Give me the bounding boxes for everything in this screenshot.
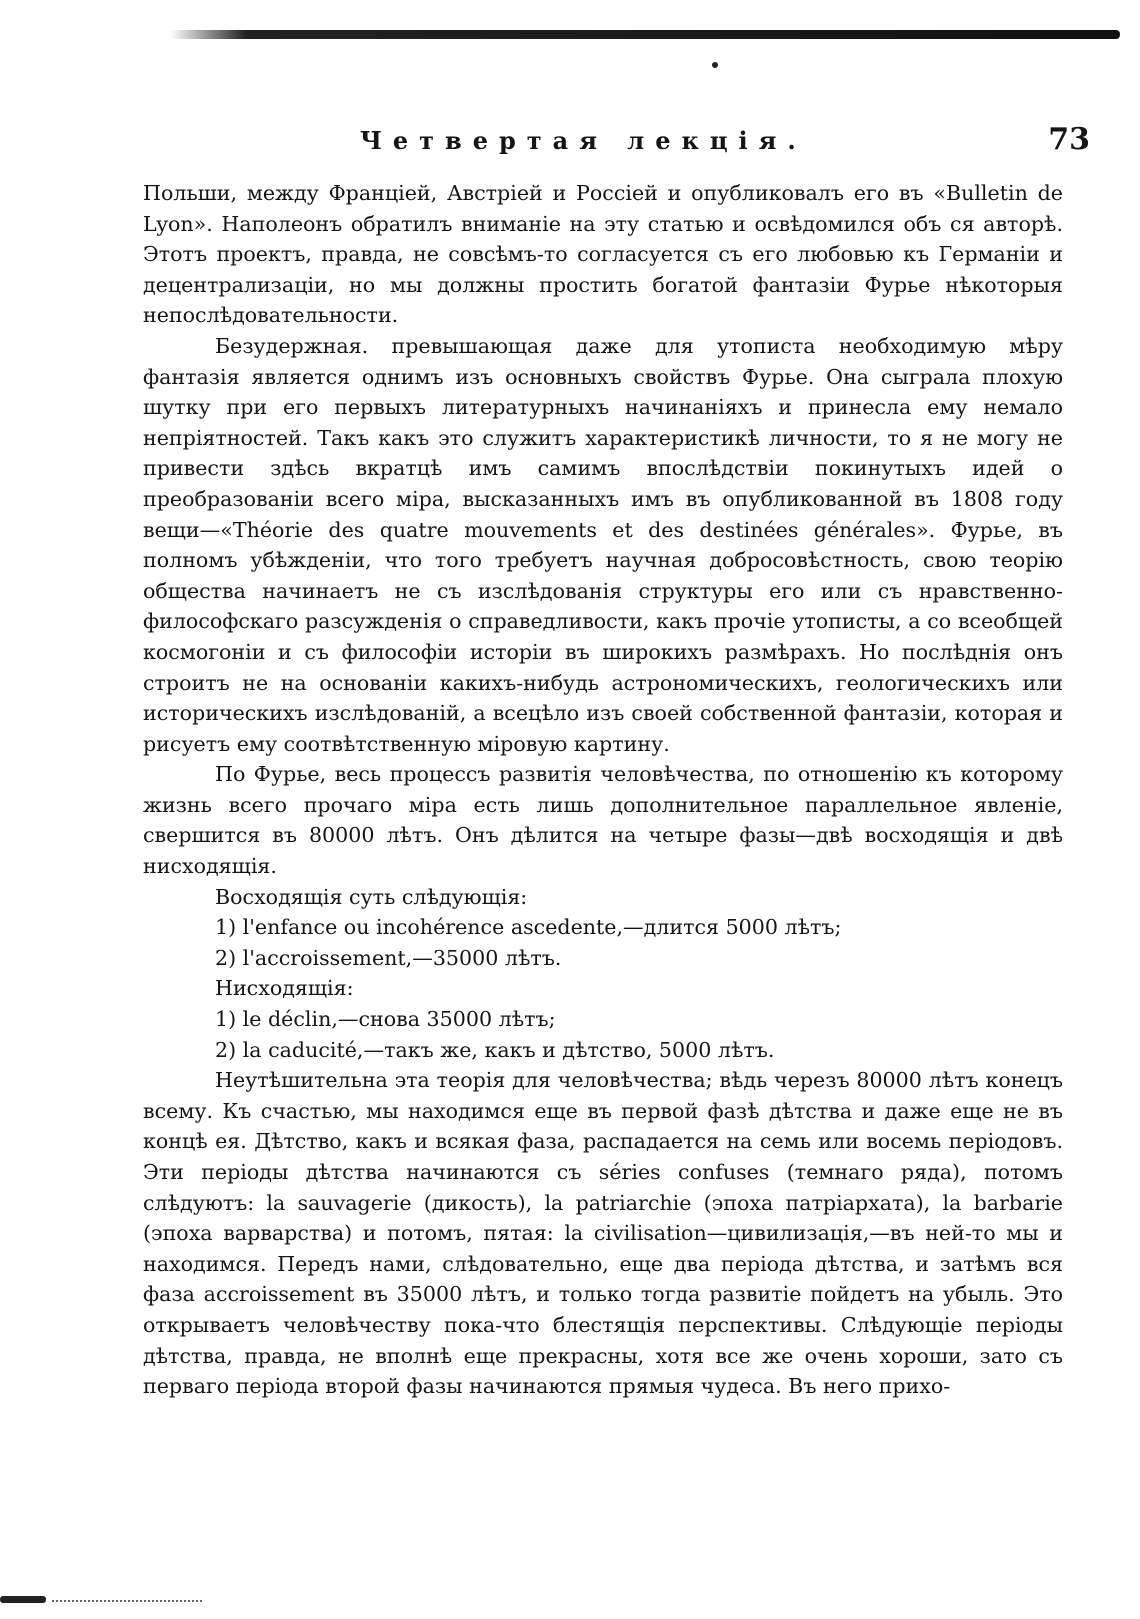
descending-phase-1: 1) le déclin,—снова 35000 лѣтъ;: [215, 1007, 556, 1032]
descending-heading: Нисходящія:: [215, 976, 354, 1001]
ascending-heading: Восходящія суть слѣдующія:: [215, 884, 528, 909]
page-body: [143, 178, 1063, 1402]
paragraph-4: Неутѣшительна эта теорія для человѣчества; вѣдь черезъ 80000 лѣтъ конецъ всему. Къ счастью, мы находимся еще въ первой фазѣ дѣтства и даже еще не въ концѣ ея. Дѣтство, какъ и всякая фаза, распадается на семь или восемь періодовъ. Эти періоды дѣтства начинаются съ séries confuses (темнаго ряда), потомъ слѣдуютъ: la sauvagerie (дикость), la patriarchie (эпоха патріархата), la barbarie (эпоха варварства) и потомъ, пятая: la civilisation—цивилизація,—въ ней-то мы и находимся. Передъ нами, слѣдовательно, еще два періода дѣтства, и затѣмъ вся фаза accroissement въ 35000 лѣтъ, и только тогда развитіе пойдетъ на убыль. Это открываетъ человѣчеству пока-что блестящія перспективы. Слѣдующіе періоды дѣтства, правда, не вполнѣ еще прекрасны, хотя все же очень хороши, зато съ перваго періода второй фазы начинаются прямыя чудеса. Въ него прихо-: [143, 1068, 1063, 1399]
page-number: 73: [1048, 122, 1090, 157]
descending-phase-2: 2) la caducité,—такъ же, какъ и дѣтство, 5000 лѣтъ.: [215, 1037, 775, 1062]
scan-edge-rule: [170, 30, 1120, 39]
paragraph-1: Польши, между Франціей, Австріей и Россіей и опубликовалъ его въ «Bulletin de Lyon». Наполеонъ обратилъ вниманіе на эту статью и освѣдомился объ ся авторѣ. Этотъ проектъ, правда, не совсѣмъ-то согласуется съ его любовью къ Германіи и децентрализаціи, но мы должны простить богатой фантазіи Фурье нѣкоторыя непослѣдовательности.: [143, 181, 1063, 328]
running-title: Четвертая лекція.: [360, 126, 807, 155]
scan-speck: [712, 62, 718, 68]
running-header: [360, 120, 1090, 160]
paragraph-3: По Фурье, весь процессъ развитія человѣчества, по отношенію къ которому жизнь всего прочаго міра есть лишь дополнительное параллельное явленіе, свершится въ 80000 лѣтъ. Онъ дѣлится на четыре фазы—двѣ восходящія и двѣ нисходящія.: [143, 762, 1063, 879]
ascending-phase-2: 2) l'accroissement,—35000 лѣтъ.: [215, 945, 562, 970]
scan-dotted-mark: [52, 1600, 202, 1604]
ascending-phase-1: 1) l'enfance ou incohérence ascedente,—длится 5000 лѣтъ;: [215, 915, 842, 940]
paragraph-2: Безудержная. превышающая даже для утописта необходимую мѣру фантазія является однимъ изъ основныхъ свойствъ Фурье. Она сыграла плохую шутку при его первыхъ литературныхъ начинаніяхъ и принесла ему немало непріятностей. Такъ какъ это служитъ характеристикѣ личности, то я не могу не привести здѣсь вкратцѣ имъ самимъ впослѣдствіи покинутыхъ идей о преобразованіи всего міра, высказанныхъ имъ въ опубликованной въ 1808 году вещи—«Théorie des quatre mouvements et des destinées générales». Фурье, въ полномъ убѣжденіи, что того требуетъ научная добросовѣстность, свою теорію общества начинаетъ не съ изслѣдованія структуры его или съ нравственно-философскаго разсужденія о справедливости, какъ прочіе утописты, а со всеобщей космогоніи и съ философіи исторіи въ широкихъ размѣрахъ. Но послѣднія онъ строитъ не на основаніи какихъ-нибудь астрономическихъ, геологическихъ или историческихъ изслѣдованій, а всецѣло изъ своей собственной фантазіи, которая и рисуетъ ему соотвѣтственную міровую картину.: [143, 333, 1063, 756]
scan-smudge: [0, 1596, 46, 1603]
